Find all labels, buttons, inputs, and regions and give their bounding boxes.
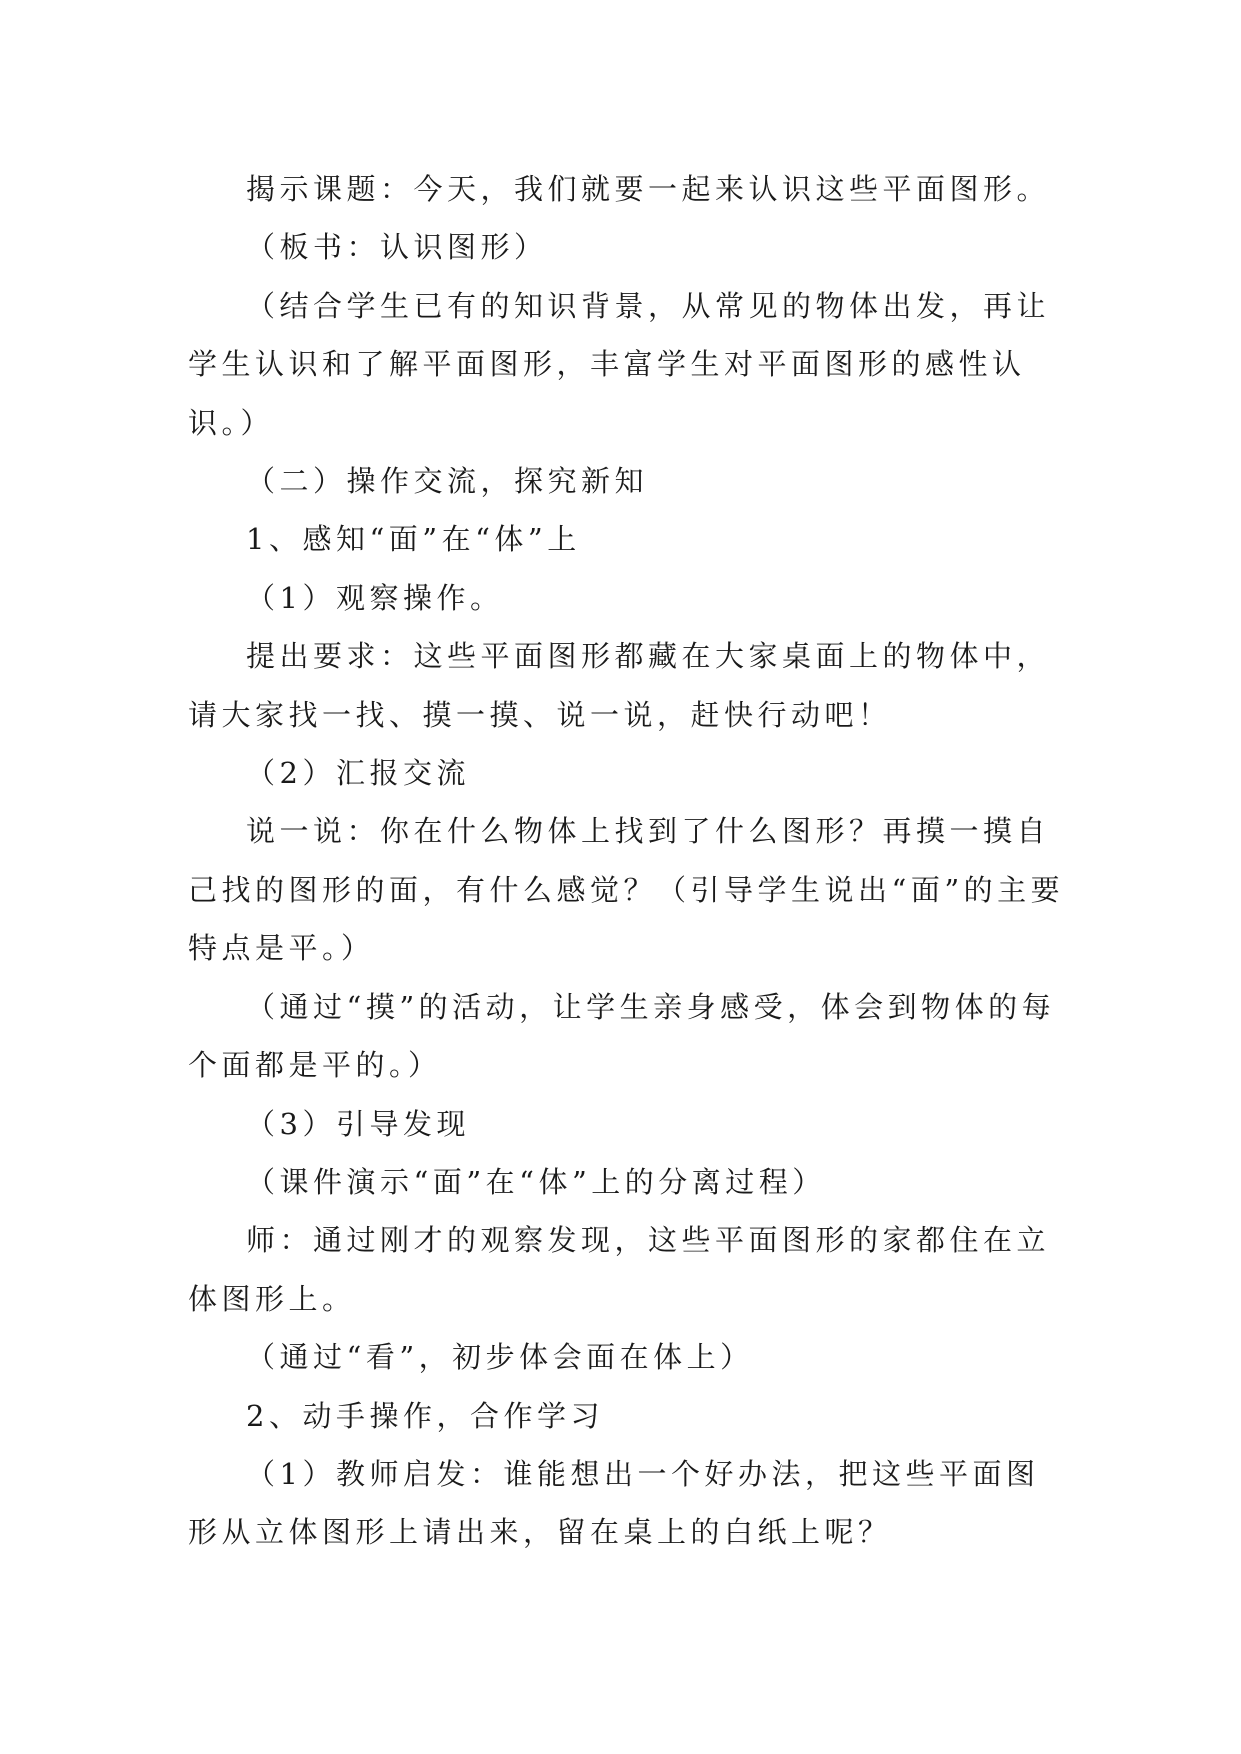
paragraph-courseware: （课件演示“面”在“体”上的分离过程） <box>246 1164 826 1199</box>
document-body <box>188 160 1068 1562</box>
step-guide: （3）引导发现 <box>246 1106 470 1141</box>
step-observe: （1）观察操作。 <box>246 580 504 615</box>
paragraph-design-note-2: （通过“摸”的活动，让学生亲身感受，体会到物体的每个面都是平的。） <box>188 989 1056 1083</box>
paragraph-design-note-3: （通过“看”，初步体会面在体上） <box>246 1340 754 1375</box>
paragraph-design-note-1: （结合学生已有的知识背景，从常见的物体出发，再让学生认识和了解平面图形，丰富学生对平面图形的感性认识。） <box>188 288 1051 440</box>
paragraph-requirement: 提出要求：这些平面图形都藏在大家桌面上的物体中，请大家找一找、摸一摸、说一说，赶快行动吧！ <box>188 639 1051 732</box>
step-report: （2）汇报交流 <box>246 756 470 791</box>
subheading-2: 2、动手操作，合作学习 <box>246 1398 604 1433</box>
subheading-1: 1、感知“面”在“体”上 <box>246 522 581 557</box>
paragraph-topic: 揭示课题：今天，我们就要一起来认识这些平面图形。 <box>246 172 1051 206</box>
section-heading-2: （二）操作交流，探究新知 <box>246 464 649 499</box>
paragraph-board-note: （板书：认识图形） <box>246 230 548 265</box>
paragraph-teacher: 师：通过刚才的观察发现，这些平面图形的家都住在立体图形上。 <box>188 1223 1051 1316</box>
paragraph-discussion: 说一说：你在什么物体上找到了什么图形？再摸一摸自己找的图形的面，有什么感觉？（引导学生说出“面”的主要特点是平。） <box>188 814 1065 966</box>
paragraph-teacher-prompt: （1）教师启发：谁能想出一个好办法，把这些平面图形从立体图形上请出来，留在桌上的白纸上呢？ <box>188 1456 1040 1550</box>
